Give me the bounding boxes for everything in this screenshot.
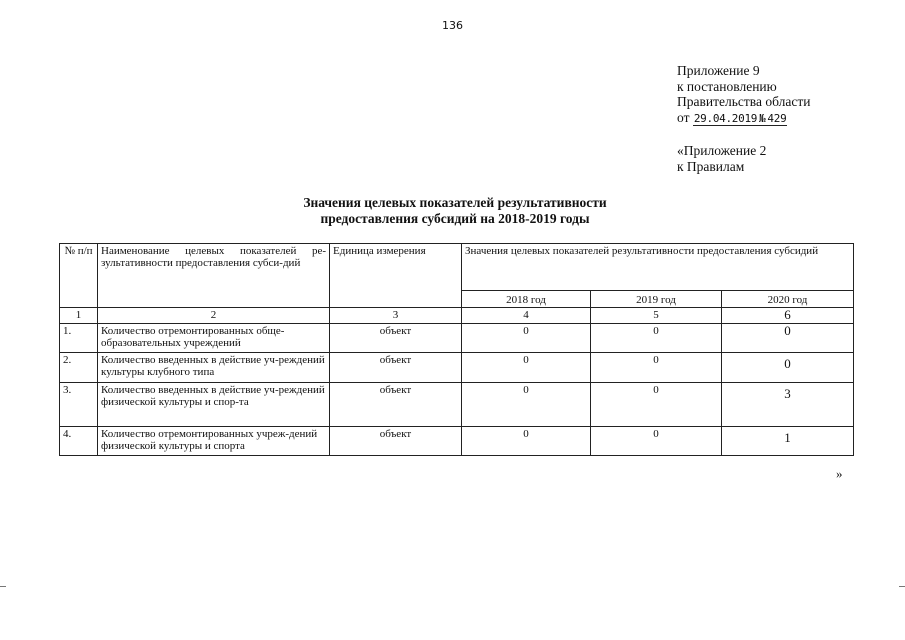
column-number: 1	[60, 308, 98, 324]
header-values: Значения целевых показателей результативности предоставления субсидий	[462, 244, 854, 291]
column-number: 4	[462, 308, 591, 324]
row-num: 4.	[60, 427, 98, 456]
scan-edge-mark	[0, 586, 6, 587]
row-value-2020: 3	[722, 383, 854, 427]
row-unit: объект	[330, 383, 462, 427]
appendix2-line: к Правилам	[677, 158, 745, 174]
title-line: Значения целевых показателей результативности	[303, 195, 607, 210]
number-sign: №	[759, 111, 766, 125]
row-value-2019: 0	[591, 324, 722, 353]
column-number: 2	[98, 308, 330, 324]
table-row	[60, 383, 854, 427]
closing-quote: »	[836, 466, 843, 481]
row-num: 1.	[60, 324, 98, 353]
row-name: Количество введенных в действие уч-реждений культуры клубного типа	[98, 353, 330, 383]
row-unit: объект	[330, 324, 462, 353]
header-num: № п/п	[60, 244, 98, 308]
header-unit: Единица измерения	[330, 244, 462, 308]
document-title	[200, 195, 710, 227]
row-name: Количество отремонтированных учреж-дений физической культуры и спорта	[98, 427, 330, 456]
row-value-2019: 0	[591, 383, 722, 427]
row-value-2020: 0	[722, 353, 854, 383]
row-value-2020: 1	[722, 427, 854, 456]
row-unit: объект	[330, 427, 462, 456]
date-prefix: от	[677, 109, 690, 125]
scan-edge-mark	[899, 586, 905, 587]
row-num: 2.	[60, 353, 98, 383]
row-value-2018: 0	[462, 427, 591, 456]
row-value-2018: 0	[462, 383, 591, 427]
page-number: 136	[442, 19, 463, 32]
row-value-2019: 0	[591, 427, 722, 456]
resolution-number: 429	[767, 111, 787, 125]
header-name: Наименование целевых показателей ре-зультативности предоставления субси-дий	[98, 244, 330, 308]
row-value-2020: 0	[722, 324, 854, 353]
resolution-date: 29.04.2019	[693, 111, 758, 125]
table-row	[60, 353, 854, 383]
indicators-table	[59, 243, 854, 456]
appendix-block	[677, 63, 810, 126]
table-row	[60, 324, 854, 353]
header-year-2019: 2019 год	[591, 291, 722, 308]
row-value-2018: 0	[462, 353, 591, 383]
column-number: 5	[591, 308, 722, 324]
row-unit: объект	[330, 353, 462, 383]
appendix2-block	[677, 143, 766, 174]
row-num: 3.	[60, 383, 98, 427]
appendix2-line: «Приложение 2	[677, 143, 767, 158]
title-line: предоставления субсидий на 2018-2019 годы	[320, 211, 590, 226]
appendix-line: Правительства области	[677, 94, 811, 109]
appendix-line: к постановлению	[677, 78, 777, 94]
column-number-row	[60, 308, 854, 324]
column-number: 6	[722, 308, 854, 324]
header-year-2020: 2020 год	[722, 291, 854, 308]
row-name: Количество введенных в действие уч-реждений физической культуры и спор-та	[98, 383, 330, 427]
row-value-2018: 0	[462, 324, 591, 353]
header-year-2018: 2018 год	[462, 291, 591, 308]
appendix-date-line	[677, 110, 810, 127]
appendix-line: Приложение 9	[677, 63, 760, 78]
row-name: Количество отремонтированных обще-образовательных учреждений	[98, 324, 330, 353]
row-value-2019: 0	[591, 353, 722, 383]
column-number: 3	[330, 308, 462, 324]
table-row	[60, 427, 854, 456]
